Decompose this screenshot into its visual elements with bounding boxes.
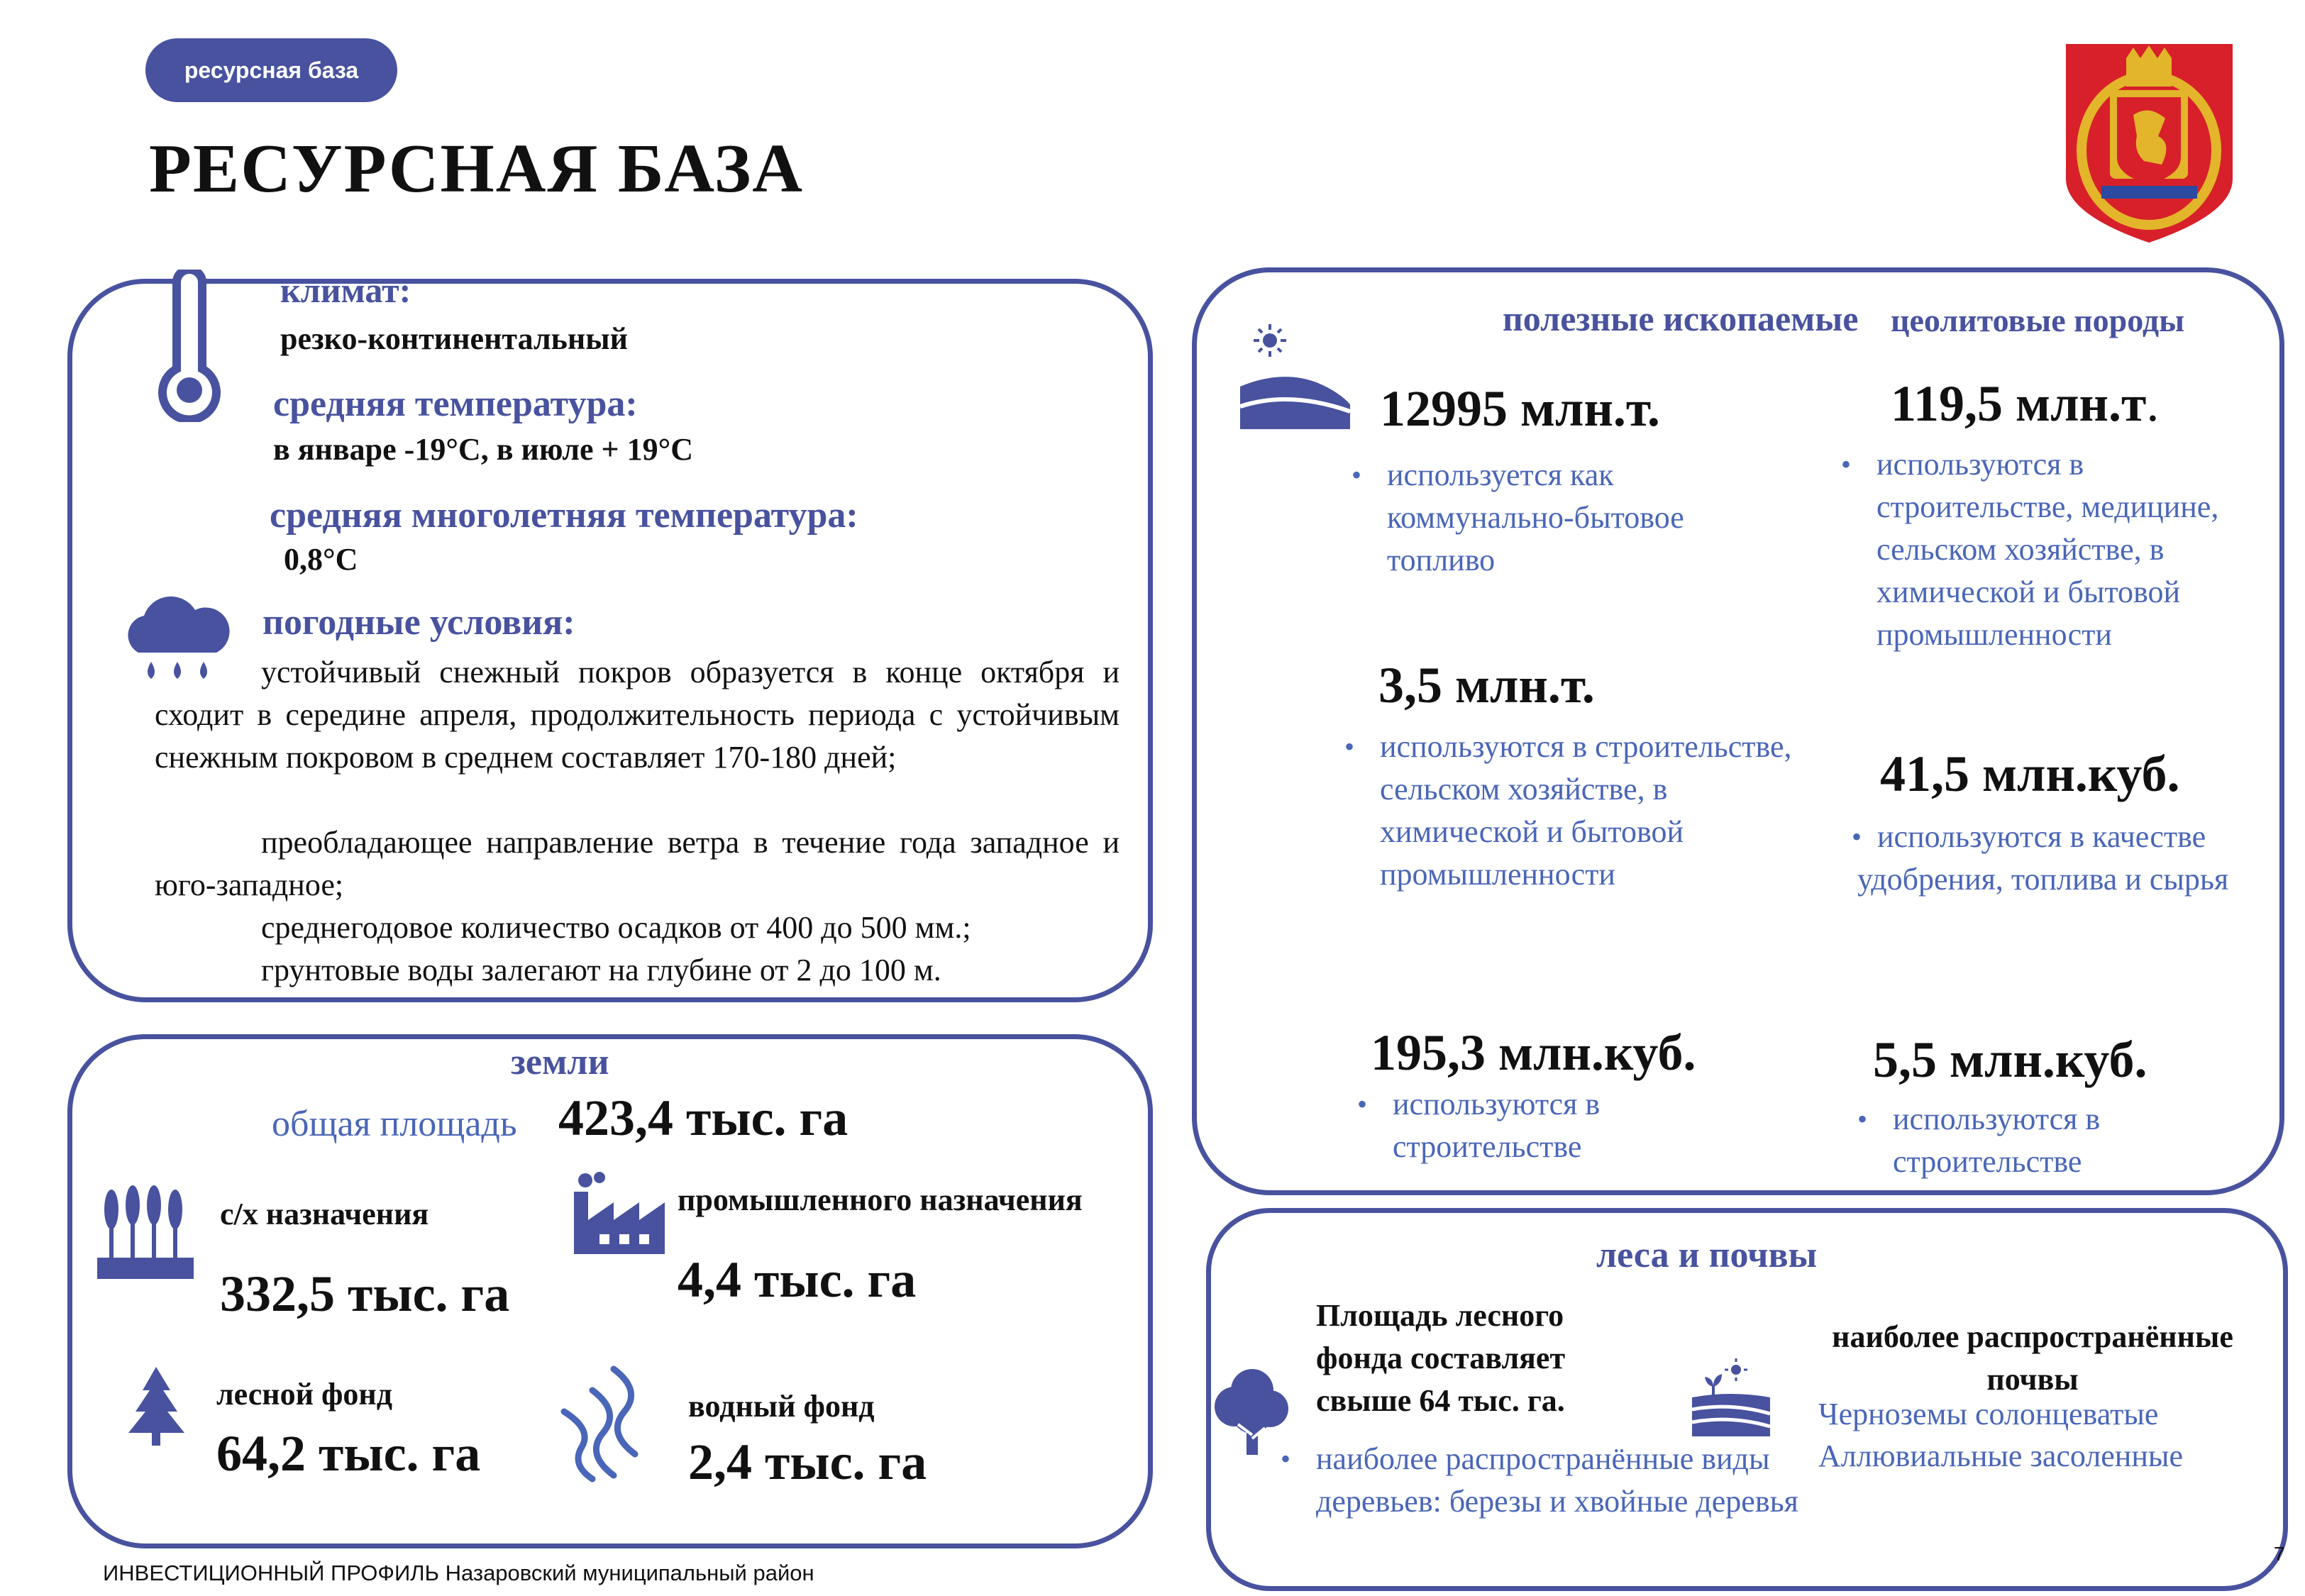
- forests-heading: леса и почвы: [1596, 1235, 1818, 1275]
- avg-temp-heading: средняя температура:: [273, 384, 638, 424]
- zeolite-desc: • используются в строительстве, медицине, сельском хозяйстве, в химической и бытовой промышленности: [1876, 443, 2274, 656]
- wheat-icon: [96, 1181, 195, 1280]
- water-waves-icon: [557, 1362, 660, 1483]
- climate-heading: климат:: [280, 270, 411, 310]
- hills-icon: [1240, 372, 1350, 429]
- lands-total-value: 423,4 тыс. га: [558, 1090, 849, 1146]
- forest-fund-label: лесной фонд: [216, 1377, 393, 1412]
- industrial-label: промышленного назначения: [678, 1182, 1083, 1217]
- multi-year-temp-heading: средняя многолетняя температура:: [270, 495, 858, 536]
- section-tag: ресурсная база: [145, 38, 397, 102]
- agri-label: с/х назначения: [220, 1197, 429, 1231]
- industrial-value: 4,4 тыс. га: [678, 1251, 917, 1308]
- zeolite-value: 119,5 млн.т.: [1891, 375, 2160, 432]
- weather-snow-text: устойчивый снежный покров образуется в конце октября и сходит в середине апреля, продолжительность периода с устойчивым снежным покровом в среднем составляет 170-180 дней;: [155, 655, 1120, 775]
- factory-icon: [571, 1170, 670, 1256]
- bullet-icon: •: [1852, 821, 1862, 853]
- zeolite-heading: цеолитовые породы: [1891, 302, 2185, 338]
- bullet-icon: •: [1352, 459, 1362, 491]
- sun-icon: [1252, 323, 1288, 358]
- lands-heading: земли: [511, 1042, 609, 1082]
- bullet-icon: •: [1344, 731, 1355, 763]
- krasnoyarsk-emblem-icon: [2066, 44, 2233, 243]
- trees-desc: • наиболее распространённые виды деревьев: березы и хвойные деревья: [1316, 1438, 1813, 1523]
- coal-desc: • используется как коммунально-бытовое топливо: [1387, 454, 1784, 582]
- mineral-4-value: 195,3 млн.куб.: [1371, 1024, 1696, 1081]
- fir-tree-icon: [126, 1365, 187, 1447]
- footer-text: ИНВЕСТИЦИОННЫЙ ПРОФИЛЬ Назаровский муниципальный район: [103, 1561, 814, 1585]
- weather-groundwater-text: грунтовые воды залегают на глубине от 2 до 100 м.: [261, 953, 941, 987]
- forest-area-text: Площадь лесного фонда составляет свыше 64 тыс. га.: [1316, 1298, 1566, 1418]
- mineral-2-desc: • используются в строительстве, сельском хозяйстве, в химической и бытовой промышленности: [1380, 726, 1798, 896]
- mineral-4-desc: • используются в строительстве: [1393, 1083, 1719, 1168]
- bullet-icon: •: [1281, 1443, 1291, 1475]
- mineral-3-desc: • используются в качестве удобрения, топлива и сырья: [1857, 816, 2269, 901]
- weather-wind-text: преобладающее направление ветра в течение года западное и юго-западное;: [155, 825, 1120, 902]
- forest-fund-value: 64,2 тыс. га: [216, 1425, 481, 1482]
- water-fund-label: водный фонд: [688, 1389, 875, 1424]
- field-soil-icon: [1692, 1358, 1770, 1436]
- mineral-5-desc: • используются в строительстве: [1893, 1098, 2219, 1183]
- deciduous-tree-icon: [1210, 1368, 1291, 1456]
- water-fund-value: 2,4 тыс. га: [688, 1434, 927, 1490]
- page-number: 7: [2274, 1543, 2285, 1565]
- soil-1: Черноземы солонцеватые: [1818, 1397, 2159, 1431]
- thermometer-icon: [157, 270, 221, 422]
- climate-value: резко-континентальный: [280, 321, 628, 356]
- multi-year-temp-value: 0,8°С: [284, 542, 358, 577]
- minerals-heading: полезные ископаемые: [1503, 299, 1859, 338]
- bullet-icon: •: [1357, 1088, 1368, 1120]
- weather-precipitation-text: среднегодовое количество осадков от 400 до 500 мм.;: [261, 910, 971, 945]
- mineral-5-value: 5,5 млн.куб.: [1873, 1031, 2148, 1088]
- avg-temp-value: в январе -19°С, в июле + 19°С: [273, 432, 694, 467]
- soil-2: Аллювиальные засоленные: [1818, 1439, 2183, 1473]
- page-title: РЕСУРСНАЯ БАЗА: [149, 131, 805, 207]
- coal-value: 12995 млн.т.: [1380, 380, 1660, 437]
- agri-value: 332,5 тыс. га: [220, 1265, 510, 1322]
- soils-heading: наиболее распространённые почвы: [1832, 1319, 2233, 1397]
- mineral-2-value: 3,5 млн.т.: [1378, 657, 1595, 714]
- bullet-icon: •: [1841, 448, 1852, 480]
- weather-heading: погодные условия:: [262, 602, 575, 643]
- mineral-3-value: 41,5 млн.куб.: [1880, 746, 2180, 802]
- lands-total-label: общая площадь: [272, 1104, 517, 1144]
- bullet-icon: •: [1857, 1103, 1868, 1135]
